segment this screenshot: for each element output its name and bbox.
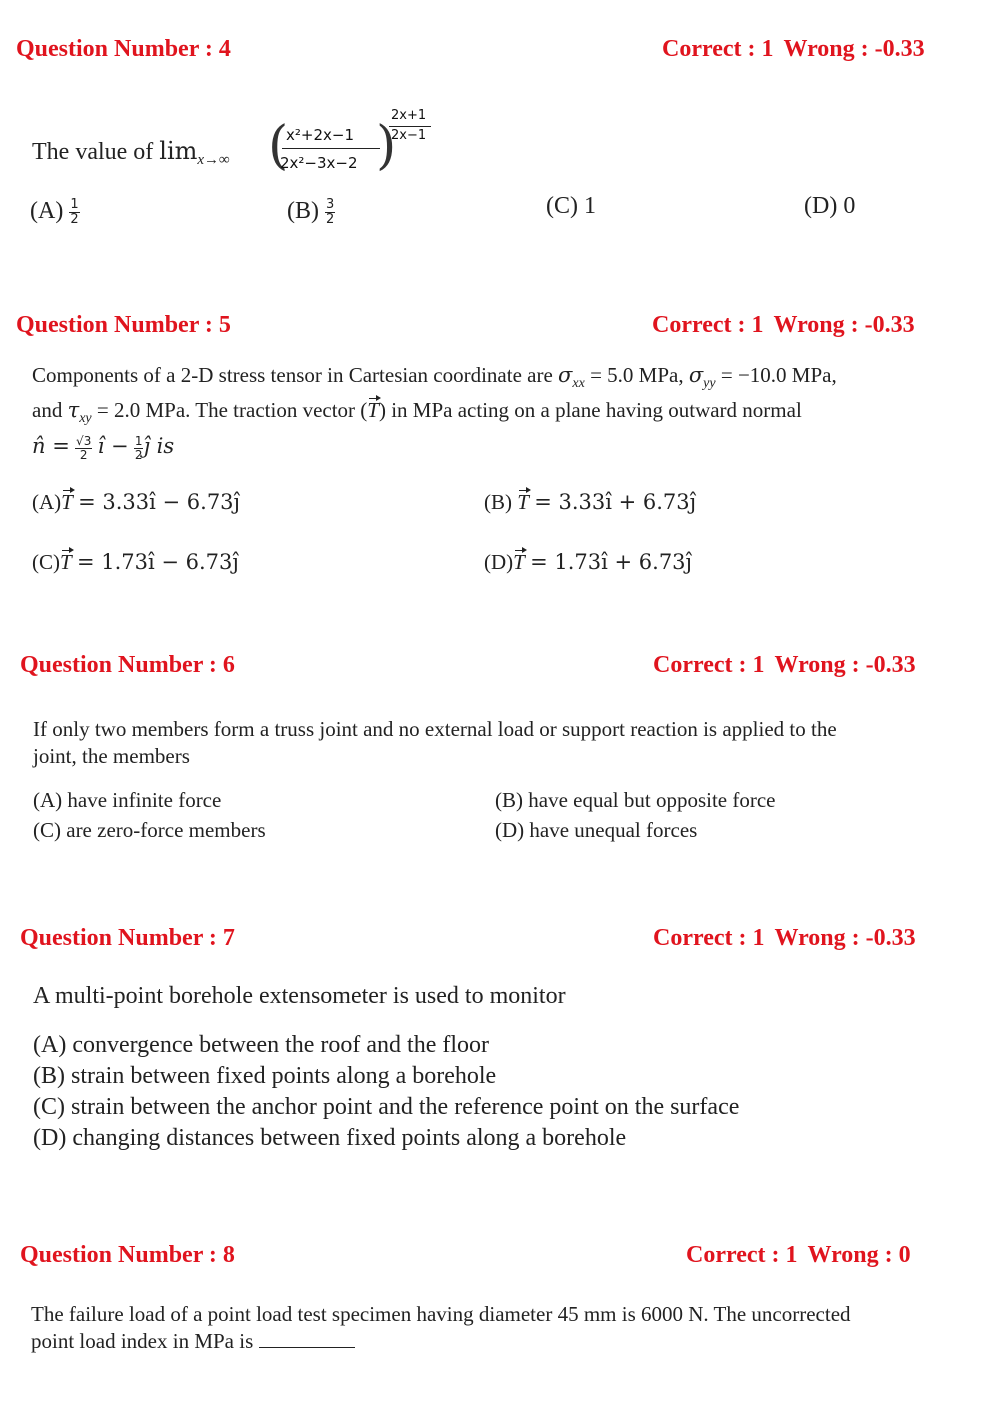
q5-option-b: (B) T = 3.33ı̂ + 6.73ȷ̂ [484,490,697,514]
marks-correct: Correct : 1 [653,652,765,678]
q8-stem-line2: point load index in MPa is [31,1329,355,1354]
marks-correct: Correct : 1 [652,312,764,338]
q5-stem-line2: and $\tau_{xy} = 2.0$ MPa. The traction vector (T) in MPa acting on a plane having outward normal [32,398,802,426]
marks-correct: Correct : 1 [662,36,774,62]
question-4-header: Question Number : 4 [16,36,231,62]
question-7-header: Question Number : 7 [20,925,235,951]
q4-option-a [30,198,80,227]
fraction-line [282,148,380,149]
q5-stem-line1: Components of a 2-D stress tensor in Cartesian coordinate are $\sigma_{xx} = 5.0$ MPa, $\sigma_{yy} = -10.0$ MPa, [32,363,837,391]
q6-option-b: (B) have equal but opposite force [495,788,776,812]
question-7-marks [653,925,916,952]
stem-prefix: The value of [32,139,154,165]
option-label: (A) [30,198,64,225]
question-5-marks [652,312,915,339]
lim-subscript: x→∞ [197,152,230,168]
question-8-header: Question Number : 8 [20,1242,235,1268]
exponent-numerator: 2x+1 [391,108,427,123]
marks-wrong: Wrong : -0.33 [783,36,925,62]
marks-wrong: Wrong : -0.33 [774,925,916,951]
q5-stem-line3: n̂ = $\frac{√3}{2}$ ı̂ − $\frac{1}{2}$ ȷ̂ is [32,433,175,462]
q4-option-d [804,193,855,220]
q5-option-d: (D)T = 1.73ı̂ + 6.73ȷ̂ [484,550,693,574]
option-value: 1 [584,193,596,219]
question-4-marks [662,36,925,63]
q4-option-b [287,198,335,227]
limit-expression [268,104,448,184]
q6-option-c: (C) are zero-force members [33,818,266,842]
option-label: (D) [804,193,838,219]
fraction-numerator: x²+2x−1 [286,126,354,144]
q6-stem-line1: If only two members form a truss joint and no external load or support reaction is applied to the [33,717,837,741]
marks-wrong: Wrong : -0.33 [774,652,916,678]
option-value: 0 [843,193,856,219]
option-label: (C) [546,193,578,219]
fraction-denominator: 2x²−3x−2 [280,154,358,172]
marks-correct: Correct : 1 [686,1242,798,1268]
question-8-marks [686,1242,911,1269]
option-fraction: $\frac{1}{2}$ [70,197,79,227]
q7-stem: A multi-point borehole extensometer is used to monitor [33,983,566,1009]
option-label: (B) [287,198,319,225]
lim-operator: lim [159,137,198,165]
q6-option-a: (A) have infinite force [33,788,222,812]
question-6-header: Question Number : 6 [20,652,235,678]
vector-t: T [367,398,379,422]
exponent-denominator: 2x−1 [391,128,427,143]
q7-option-b: (B) strain between fixed points along a borehole [33,1063,497,1089]
answer-blank[interactable] [259,1335,355,1348]
question-5-header: Question Number : 5 [16,312,231,338]
q7-option-c: (C) strain between the anchor point and the reference point on the surface [33,1094,740,1120]
q8-stem-line1: The failure load of a point load test specimen having diameter 45 mm is 6000 N. The uncorrected [31,1302,851,1326]
left-paren: ( [268,116,289,176]
right-paren: ) [376,116,397,176]
marks-wrong: Wrong : -0.33 [773,312,915,338]
marks-wrong: Wrong : 0 [807,1242,911,1268]
marks-correct: Correct : 1 [653,925,765,951]
q5-option-c: (C)T = 1.73ı̂ − 6.73ȷ̂ [32,550,239,574]
exponent-line [389,126,431,127]
question-4-stem [32,137,230,169]
question-6-marks [653,652,916,679]
q7-option-a: (A) convergence between the roof and the floor [33,1032,490,1058]
option-fraction: $\frac{3}{2}$ [326,197,335,227]
q6-option-d: (D) have unequal forces [495,818,698,842]
q4-option-c [546,193,596,220]
q5-option-a: (A)T = 3.33ı̂ − 6.73ȷ̂ [32,490,241,514]
q6-stem-line2: joint, the members [33,744,190,768]
q7-option-d: (D) changing distances between fixed points along a borehole [33,1125,627,1151]
